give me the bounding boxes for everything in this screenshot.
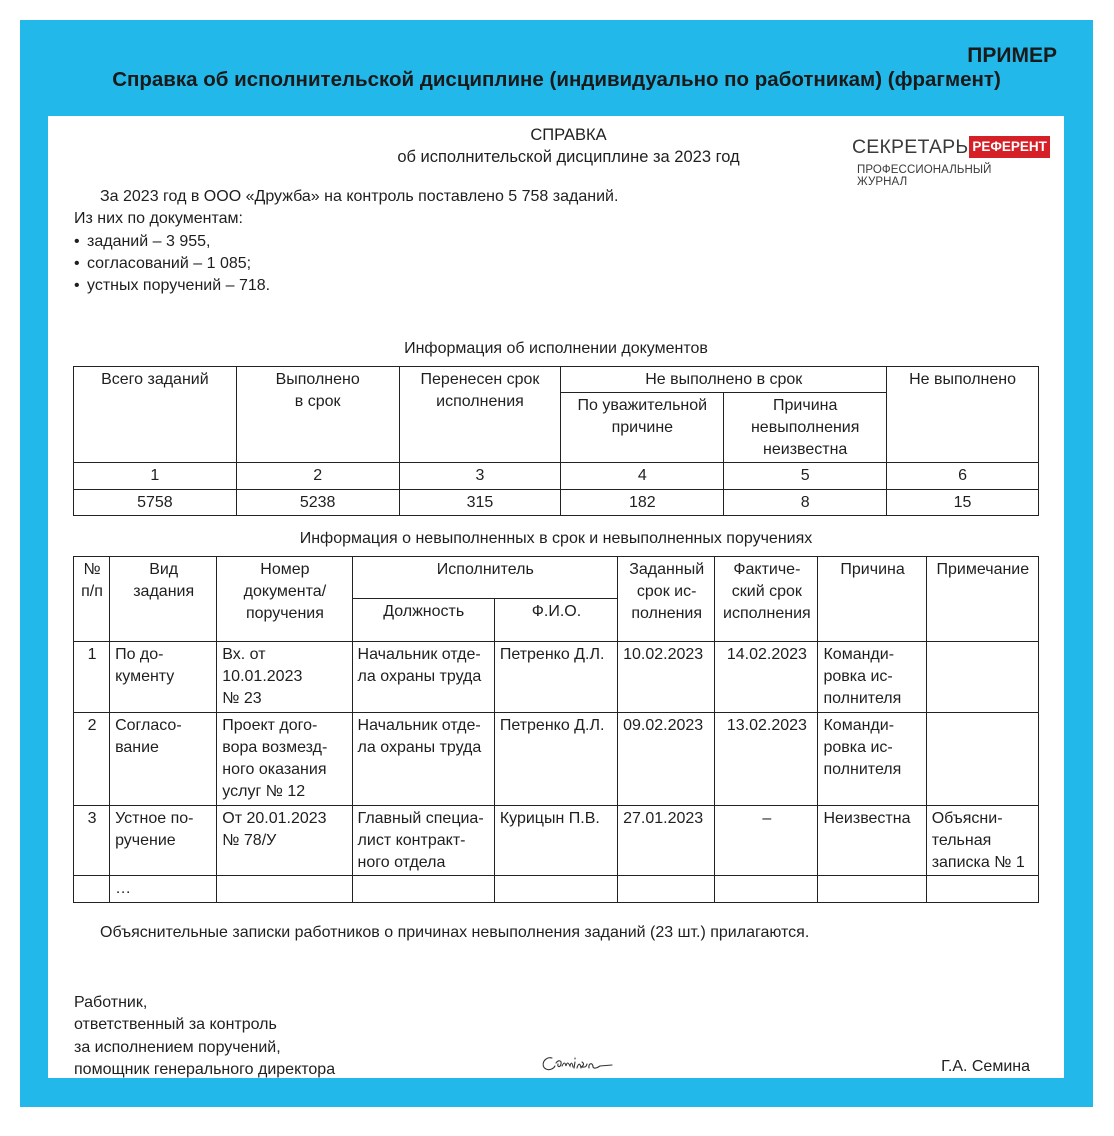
intro-bullet: • заданий – 3 955, [74,231,618,253]
remark [926,642,1038,713]
reason: Неизвестна [818,806,926,876]
actual-date: – [715,806,818,876]
reason: Команди- ровка ис- полнителя [818,713,926,806]
header-valid-reason: По уважительной причине [561,393,724,463]
value-cell: 315 [399,490,561,516]
document-number: Проект дого- вора возмезд- ного оказания услуг № 12 [217,713,352,806]
logo-brand-a: СЕКРЕТАРЬ [852,136,969,158]
empty-cell [352,876,494,903]
executor-name: Курицын П.В. [494,806,617,876]
column-number: 1 [74,463,237,490]
empty-cell [715,876,818,903]
table1-caption: Информация об исполнении документов [404,340,708,357]
task-kind: По до- кументу [110,642,217,713]
intro-bullet: • устных поручений – 718. [74,275,618,297]
header-ontime: Выполнено в срок [236,367,399,463]
intro-bullet: • согласований – 1 085; [74,253,618,275]
signatory-line: ответственный за контроль [74,1016,277,1034]
empty-cell [818,876,926,903]
value-cell: 182 [561,490,724,516]
journal-logo [852,136,1047,188]
header-actual: Фактиче- ский срок исполнения [715,557,818,642]
logo-brand-b: РЕФЕРЕНТ [969,136,1050,158]
task-kind: Согласо- вание [110,713,217,806]
table-row [74,806,1039,876]
deadline-date: 10.02.2023 [618,642,715,713]
header-failed: Не выполнено [887,367,1039,463]
executor-position: Главный специа- лист контракт- ного отдела [352,806,494,876]
table2-caption: Информация о невыполненных в срок и невыполненных поручениях [299,530,813,547]
task-kind: Устное по- ручение [110,806,217,876]
example-label: ПРИМЕР [967,44,1057,67]
executor-name: Петренко Д.Л. [494,642,617,713]
signatory-line: за исполнением поручений, [74,1038,281,1056]
document-title-main: СПРАВКА [530,126,607,144]
header-deadline: Заданный срок ис- полнения [618,557,715,642]
header-unknown-reason: Причина невыполнения неизвестна [724,393,887,463]
header-kind: Вид задания [110,557,217,642]
table-row [74,713,1039,806]
column-number: 6 [887,463,1039,490]
document-number: От 20.01.2023 № 78/У [217,806,352,876]
remark: Объясни- тельная записка № 1 [926,806,1038,876]
table-row [74,490,1039,516]
document-subtitle: об исполнительской дисциплине за 2023 год [397,148,740,166]
value-cell: 5238 [236,490,399,516]
header-docnum: Номер документа/ поручения [217,557,352,642]
attachment-note: Объяснительные записки работников о причинах невыполнения заданий (23 шт.) прилагаются. [100,924,810,941]
deadline-date: 27.01.2023 [618,806,715,876]
executor-name: Петренко Д.Л. [494,713,617,806]
header-moved: Перенесен срок исполнения [399,367,561,463]
table-row [74,463,1039,490]
header-position: Должность [352,599,494,642]
row-number: 3 [74,806,110,876]
column-number: 4 [561,463,724,490]
actual-date: 14.02.2023 [715,642,818,713]
value-cell: 15 [887,490,1039,516]
table-row [74,876,1039,903]
column-number: 2 [236,463,399,490]
row-number: 1 [74,642,110,713]
header-num: № п/п [74,557,110,642]
overdue-table [73,556,1039,903]
header-executor: Исполнитель [352,557,618,599]
document-sheet [48,116,1064,1078]
ellipsis-cell: … [110,876,217,903]
logo-subtitle: ПРОФЕССИОНАЛЬНЫЙ ЖУРНАЛ [857,164,992,188]
document-number: Вх. от 10.01.2023 № 23 [217,642,352,713]
executor-position: Начальник отде- ла охраны труда [352,713,494,806]
column-number: 3 [399,463,561,490]
page-heading: Справка об исполнительской дисциплине (индивидуально по работникам) (фрагмент) [112,68,1001,91]
header-fio: Ф.И.О. [494,599,617,642]
empty-cell [926,876,1038,903]
empty-cell [217,876,352,903]
intro-line-2: Из них по документам: [74,210,243,228]
handwritten-signature [540,1052,614,1076]
value-cell: 8 [724,490,887,516]
signatory-block [74,992,335,1081]
remark [926,713,1038,806]
executor-position: Начальник отде- ла охраны труда [352,642,494,713]
column-number: 5 [724,463,887,490]
blue-frame [20,20,1093,1107]
intro-text [74,186,618,297]
signer-name: Г.А. Семина [941,1058,1030,1075]
header-total: Всего заданий [74,367,237,463]
reason: Команди- ровка ис- полнителя [818,642,926,713]
intro-line-1: За 2023 год в ООО «Дружба» на контроль поставлено 5 758 заданий. [100,188,619,205]
actual-date: 13.02.2023 [715,713,818,806]
value-cell: 5758 [74,490,237,516]
header-late: Не выполнено в срок [561,367,887,393]
signatory-line: помощник генерального директора [74,1060,336,1078]
execution-table [73,366,1039,516]
empty-cell [618,876,715,903]
header-reason: Причина [818,557,926,642]
empty-cell [494,876,617,903]
signatory-line: Работник, [74,994,148,1011]
table-row [74,642,1039,713]
row-number: 2 [74,713,110,806]
header-remark: Примечание [926,557,1038,642]
empty-cell [74,876,110,903]
deadline-date: 09.02.2023 [618,713,715,806]
